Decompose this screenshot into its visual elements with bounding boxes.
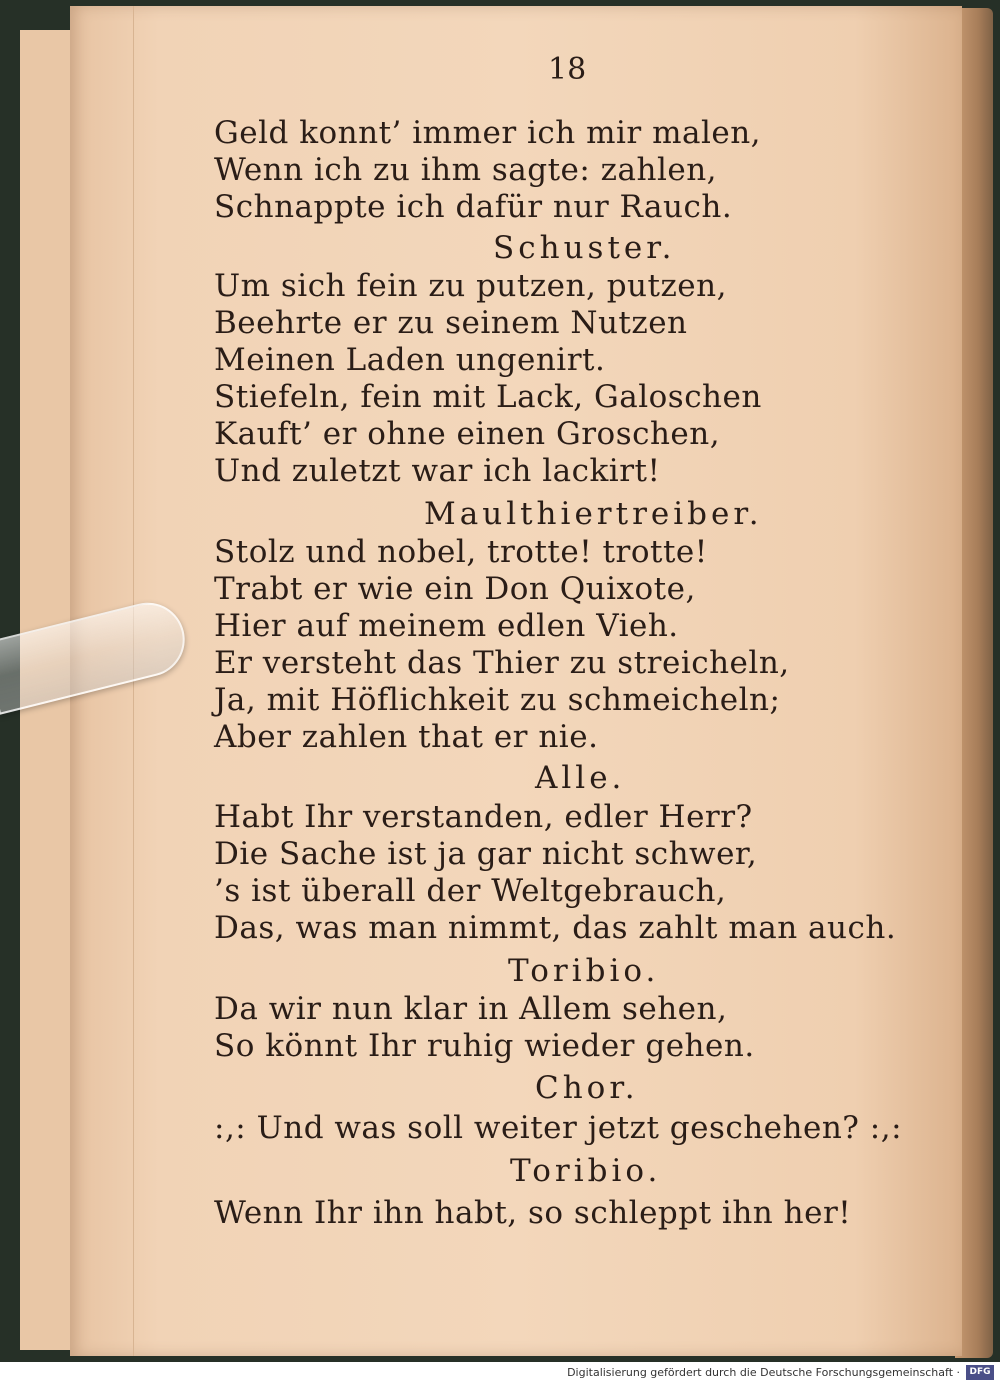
footer-bar xyxy=(0,1362,1000,1385)
verse-line: Wenn ich zu ihm sagte: zahlen, xyxy=(214,152,718,188)
verse-line: Aber zahlen that er nie. xyxy=(214,719,599,755)
verse-line: Hier auf meinem edlen Vieh. xyxy=(214,608,679,644)
speaker-label: Alle. xyxy=(535,760,626,796)
verse-line: Trabt er wie ein Don Quixote, xyxy=(214,571,696,607)
verse-line: Kauft’ er ohne einen Groschen, xyxy=(214,416,721,452)
verse-line: Das, was man nimmt, das zahlt man auch. xyxy=(214,910,897,946)
verse-line: So könnt Ihr ruhig wieder gehen. xyxy=(214,1028,755,1064)
verse-line: Wenn Ihr ihn habt, so schleppt ihn her! xyxy=(214,1195,852,1231)
verse-line: :,: Und was soll weiter jetzt geschehen? :,: xyxy=(214,1110,903,1146)
verse-line: Meinen Laden ungenirt. xyxy=(214,342,606,378)
verse-line: Stiefeln, fein mit Lack, Galoschen xyxy=(214,379,762,415)
verse-line: Stolz und nobel, trotte! trotte! xyxy=(214,534,708,570)
dfg-logo: DFG xyxy=(966,1365,994,1380)
speaker-label: Toribio. xyxy=(510,1153,662,1189)
verse-line: Habt Ihr verstanden, edler Herr? xyxy=(214,799,753,835)
verse-line: Da wir nun klar in Allem sehen, xyxy=(214,991,728,1027)
speaker-label: Toribio. xyxy=(508,953,660,989)
funding-notice: Digitalisierung gefördert durch die Deutsche Forschungsgemeinschaft · xyxy=(567,1366,960,1379)
verse-line: Um sich fein zu putzen, putzen, xyxy=(214,268,727,304)
verse-line: Ja, mit Höflichkeit zu schmeicheln; xyxy=(214,682,781,718)
verse-line: ’s ist überall der Weltgebrauch, xyxy=(214,873,727,909)
speaker-label: Chor. xyxy=(535,1070,639,1106)
page-number: 18 xyxy=(548,52,587,87)
verse-line: Er versteht das Thier zu streicheln, xyxy=(214,645,790,681)
verse-line: Schnappte ich dafür nur Rauch. xyxy=(214,189,733,225)
verse-line: Und zuletzt war ich lackirt! xyxy=(214,453,661,489)
speaker-label: Maulthiertreiber. xyxy=(424,496,763,532)
verse-line: Geld konnt’ immer ich mir malen, xyxy=(214,115,762,151)
verse-line: Beehrte er zu seinem Nutzen xyxy=(214,305,688,341)
verse-line: Die Sache ist ja gar nicht schwer, xyxy=(214,836,758,872)
speaker-label: Schuster. xyxy=(493,230,676,266)
